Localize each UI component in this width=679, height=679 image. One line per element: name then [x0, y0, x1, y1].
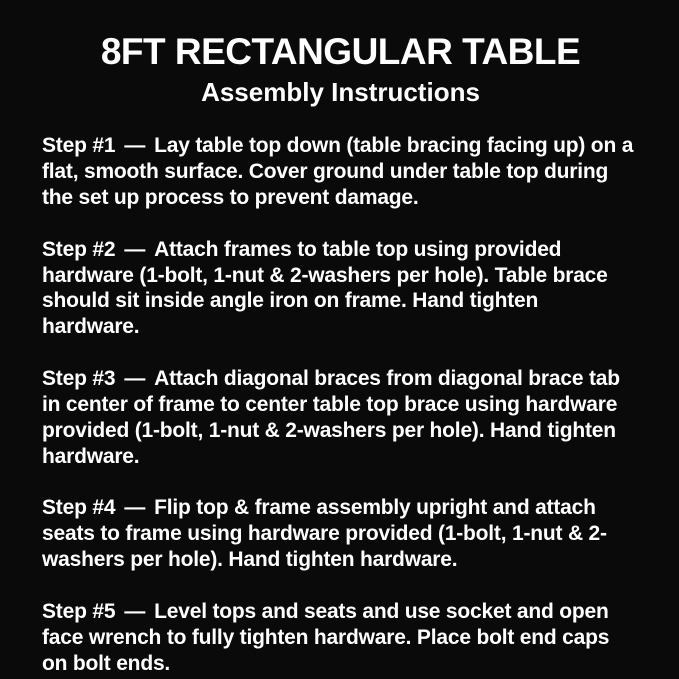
step-label: Step #1 — [42, 134, 116, 158]
steps-list — [42, 133, 639, 676]
step-label: Step #5 — [42, 599, 116, 623]
step-body: Attach diagonal braces from diagonal brace tab in center of frame to center table top brace using hardware provided (1-bolt, 1-nut & 2-washers per hole). Hand tighten hardware. — [42, 367, 620, 468]
step-body: Attach frames to table top using provided hardware (1-bolt, 1-nut & 2-washers per hole). Table brace should sit inside angle iron on frame. Hand tighten hardware. — [42, 237, 608, 339]
step-dash: — — [124, 496, 146, 520]
step-body: Level tops and seats and use socket and open face wrench to fully tighten hardware. Place bolt end caps on bolt ends. — [42, 599, 610, 675]
step-label: Step #2 — [42, 237, 116, 261]
step-dash: — — [124, 367, 146, 391]
step-body: Flip top & frame assembly upright and attach seats to frame using hardware provided (1-bolt, 1-nut & 2-washers per hole). Hand tighten hardware. — [42, 496, 607, 572]
page-subtitle: Assembly Instructions — [201, 76, 480, 107]
step-item-2 — [42, 237, 639, 340]
step-item-1 — [42, 133, 639, 210]
page-title: 8FT RECTANGULAR TABLE — [100, 31, 581, 72]
step-item-3 — [42, 366, 639, 469]
step-label: Step #3 — [42, 367, 116, 391]
step-item-5 — [42, 599, 639, 676]
step-dash: — — [124, 237, 146, 261]
step-dash: — — [124, 599, 146, 623]
step-dash: — — [124, 134, 146, 158]
step-item-4 — [42, 495, 639, 572]
step-body: Lay table top down (table bracing facing up) on a flat, smooth surface. Cover ground under table top during the set up process to prevent damage. — [42, 134, 634, 209]
step-label: Step #4 — [42, 496, 116, 520]
